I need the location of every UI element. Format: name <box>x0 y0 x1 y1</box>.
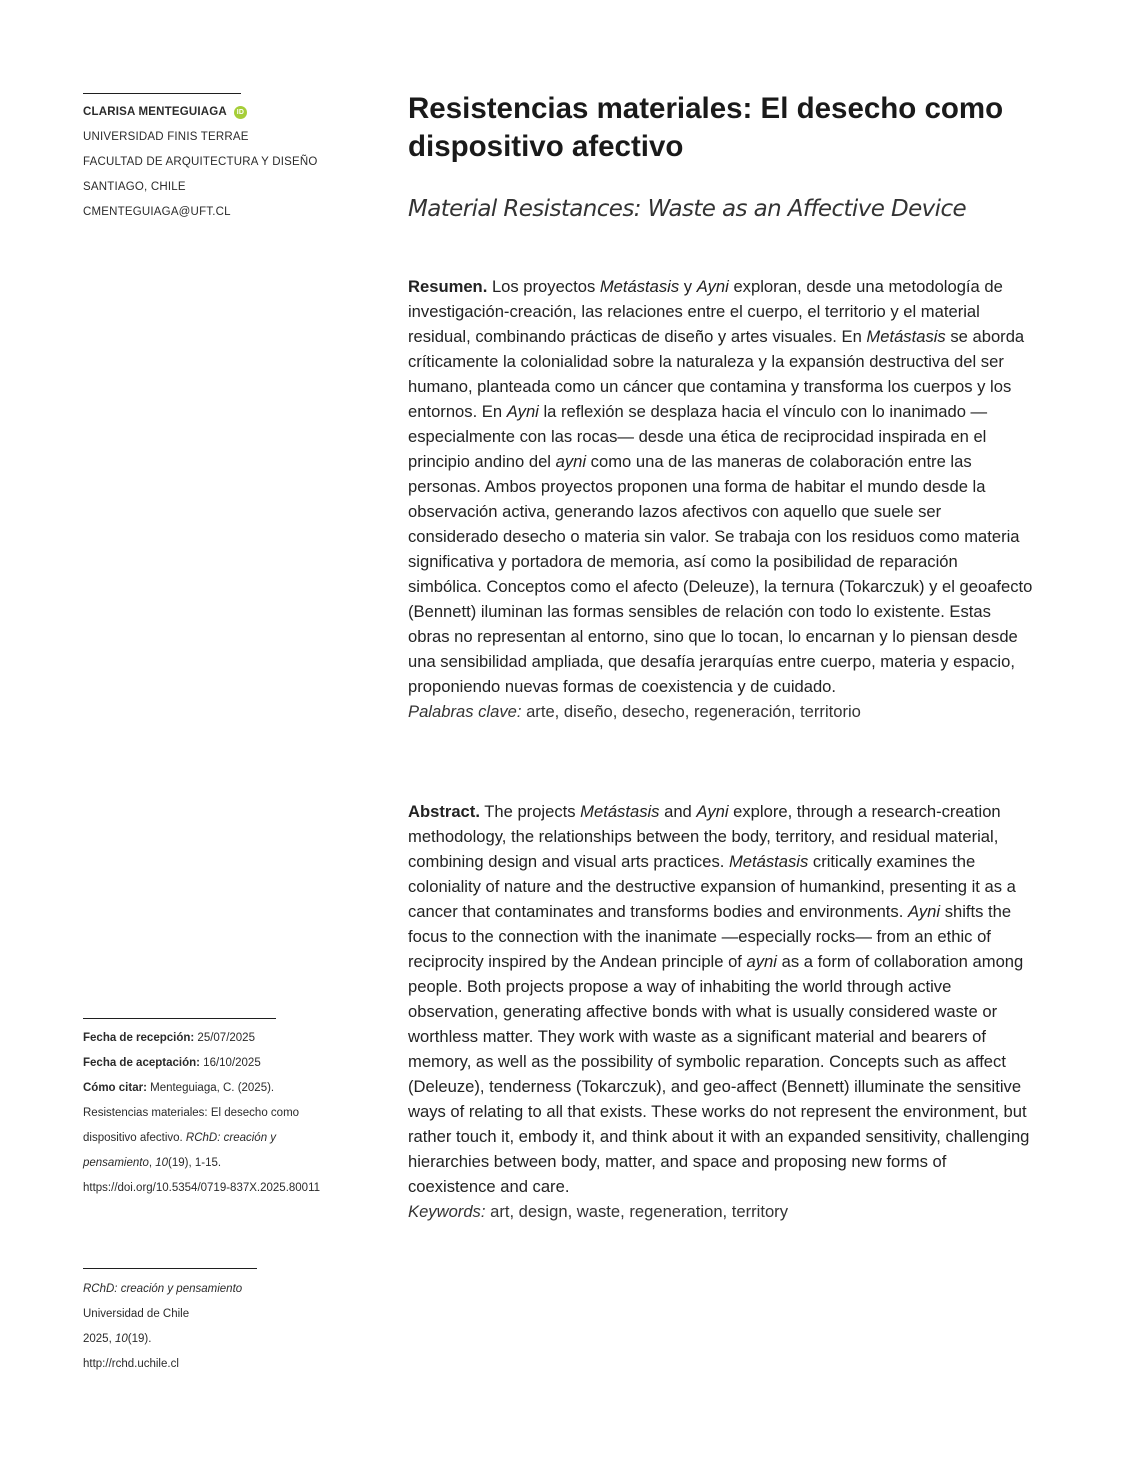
received-date: Fecha de recepción: 25/07/2025 <box>83 1032 255 1044</box>
abstract-label: Abstract. <box>408 802 480 821</box>
author-email[interactable]: CMENTEGUIAGA@UFT.CL <box>83 206 231 218</box>
abstract-keywords <box>408 1199 1034 1224</box>
citation: Cómo citar: Menteguiaga, C. (2025). Resistencias materiales: El desecho como dispositivo afectivo. RChD: creación y pensamiento, 10(19), 1-15. https://doi.org/10.5354/0719-837X.2025.80011 <box>83 1082 321 1194</box>
resumen-keywords-label: Palabras clave: <box>408 702 522 721</box>
journal-block <box>83 1277 348 1377</box>
journal-url[interactable]: http://rchd.uchile.cl <box>83 1358 179 1370</box>
resumen-keywords <box>408 699 1034 724</box>
author-block <box>83 100 348 225</box>
abstract-keywords-list: art, design, waste, regeneration, territory <box>490 1202 789 1221</box>
accepted-date: Fecha de aceptación: 16/10/2025 <box>83 1057 261 1069</box>
orcid-icon[interactable]: ID <box>234 106 247 119</box>
resumen-section <box>408 274 1034 724</box>
resumen-label: Resumen. <box>408 277 488 296</box>
abstract-paragraph: Abstract. The projects Metástasis and Ayni explore, through a research-creation methodology, the relationships between the body, territory, and residual material, combining design and visual arts practices. Metástasis critically examines the coloniality of nature and the destructive expansion of humankind, presenting it as a cancer that contaminates and transforms bodies and environments. Ayni shifts the focus to the connection with the inanimate —especially rocks— from an ethic of reciprocity inspired by the Andean principle of ayni as a form of collaboration among people. Both projects propose a way of inhabiting the world through active observation, generating affective bonds with what is usually considered waste or worthless matter. They work with waste as a significant material and bearers of memory, as well as the possibility of symbolic reparation. Concepts such as affect (Deleuze), tenderness (Tokarczuk), and geo-affect (Bennett) illuminate the sensitive ways of relating to all that exists. These works do not represent the environment, but rather touch it, embody it, and think about it with an expanded sensitivity, challenging hierarchies between body, matter, and space and proposing new forms of coexistence and care. <box>408 802 1030 1196</box>
resumen-paragraph: Resumen. Los proyectos Metástasis y Ayni exploran, desde una metodología de investigación-creación, las relaciones entre el cuerpo, el territorio y el material residual, combinando prácticas de diseño y artes visuales. En Metástasis se aborda críticamente la colonialidad sobre la naturaleza y la expansión destructiva del ser humano, planteada como un cáncer que contamina y transforma los cuerpos y los entornos. En Ayni la reflexión se desplaza hacia el vínculo con lo inanimado —especialmente con las rocas— desde una ética de reciprocidad inspirada en el principio andino del ayni como una de las maneras de colaboración entre las personas. Ambos proyectos proponen una forma de habitar el mundo desde la observación activa, generando lazos afectivos con aquello que suele ser considerado desecho o materia sin valor. Se trabaja con los residuos como materia significativa y portadora de memoria, así como la posibilidad de reparación simbólica. Conceptos como el afecto (Deleuze), la ternura (Tokarczuk) y el geoafecto (Bennett) iluminan las formas sensibles de relación con todo lo existente. Estas obras no representan al entorno, sino que lo tocan, lo encarnan y lo piensan desde una sensibilidad ampliada, que desafía jerarquías entre cuerpo, materia y espacio, proponiendo nuevas formas de coexistencia y de cuidado. <box>408 277 1033 696</box>
dates-block <box>83 1026 341 1201</box>
journal-issue: 2025, 10(19). <box>83 1333 152 1345</box>
author-top-rule <box>83 93 241 94</box>
article-title: Resistencias materiales: El desecho como dispositivo afectivo <box>408 92 1004 163</box>
abstract-keywords-label: Keywords: <box>408 1202 486 1221</box>
author-affiliation-city: SANTIAGO, CHILE <box>83 181 186 193</box>
author-affiliation-university: UNIVERSIDAD FINIS TERRAE <box>83 131 249 143</box>
author-name-row <box>83 100 348 125</box>
dates-top-rule <box>83 1018 276 1019</box>
author-affiliation-faculty: FACULTAD DE ARQUITECTURA Y DISEÑO <box>83 156 318 168</box>
article-subtitle: Material Resistances: Waste as an Affective Device <box>408 196 967 222</box>
journal-top-rule <box>83 1268 257 1269</box>
journal-university: Universidad de Chile <box>83 1308 190 1320</box>
journal-name: RChD: creación y pensamiento <box>83 1283 243 1295</box>
author-name: CLARISA MENTEGUIAGA <box>83 106 227 118</box>
resumen-keywords-list: arte, diseño, desecho, regeneración, territorio <box>526 702 861 721</box>
abstract-section <box>408 799 1034 1224</box>
